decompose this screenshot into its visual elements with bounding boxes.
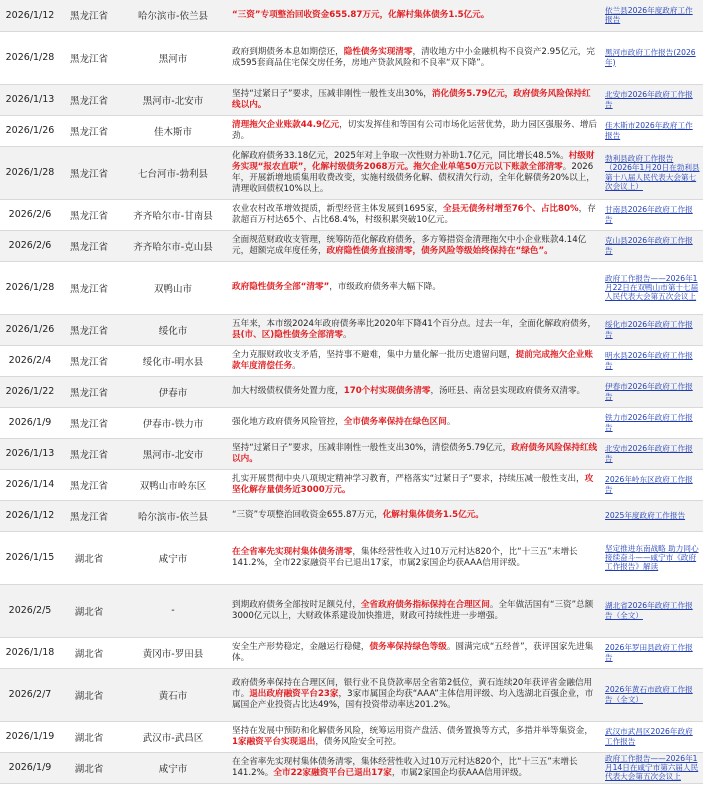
date-cell: 2026/2/4 [0, 345, 60, 376]
province-cell: 黑龙江省 [60, 438, 118, 469]
highlight-text: 全市债务率保持在绿色区间 [343, 417, 447, 427]
content-text: 强化地方政府债务风险管控， [232, 417, 344, 427]
province-cell: 黑龙江省 [60, 345, 118, 376]
content-text: 。圆满完成“五经普”，获评国家先进集体。 [232, 641, 594, 663]
source-link[interactable]: 政府工作报告——2026年1月14日在咸宁市第六届人民代表大会第五次会议上 [602, 752, 703, 783]
source-link[interactable]: 佳木斯市2026年政府工作报告 [602, 115, 703, 146]
content-cell [228, 345, 602, 376]
date-cell: 2026/1/13 [0, 84, 60, 115]
source-link[interactable]: 克山县2026年政府工作报告 [602, 230, 703, 261]
content-cell [228, 261, 602, 314]
city-cell: 绥化市 [118, 314, 228, 345]
highlight-text: 1家融资平台实现退出 [232, 736, 316, 747]
highlight-text: 全县无债务村增至76个、占比80% [442, 203, 579, 214]
highlight-text: 政府隐性债务直接清零，债务风险等级始终保持在“绿色”。 [326, 245, 553, 256]
date-cell: 2026/1/28 [0, 261, 60, 314]
content-text: “三资”专项整治回收资金655.87万元， [232, 510, 383, 520]
source-link[interactable]: 武汉市武昌区2026年政府工作报告 [602, 721, 703, 752]
city-cell: - [118, 584, 228, 637]
table-row [0, 407, 703, 438]
table-row [0, 115, 703, 146]
highlight-text: 在全省率先实现村集体债务清零 [232, 546, 353, 557]
province-cell: 湖北省 [60, 752, 118, 783]
content-text: 五年来，本市级2024年政府债务率比2020年下降41个百分点。过去一年，全面化解政府债务， [232, 318, 597, 329]
content-text: 。 [446, 417, 456, 427]
content-text: 到期政府债务全部按时足额兑付， [232, 599, 361, 610]
date-cell: 2026/1/26 [0, 314, 60, 345]
date-cell: 2026/1/9 [0, 407, 60, 438]
source-link[interactable]: 2026年岭东区政府工作报告 [602, 469, 703, 500]
content-text: 在全省率先实现村集体债务清零，集体经营性收入过10万元村达820个，比“十三五”末增长141.2%。 [232, 756, 578, 778]
source-link[interactable]: 北安市2026年政府工作报告 [602, 84, 703, 115]
content-text: 坚持在发展中预防和化解债务风险，统筹运用资产盘活、债务置换等方式，多措并举等集资金， [232, 725, 593, 736]
content-text: 坚持“过紧日子”要求，压减非刚性一般性支出30%，清偿债务5.79亿元， [232, 442, 512, 453]
content-cell [228, 31, 602, 84]
content-text: 全力克服财政收支矛盾，坚持事不避难，集中力量化解一批历史遗留问题， [232, 349, 516, 360]
highlight-text: 提前完成拖欠企业账款年度清偿任务 [232, 349, 593, 371]
city-cell: 黄石市 [118, 668, 228, 721]
date-cell: 2026/1/12 [0, 0, 60, 31]
province-cell: 黑龙江省 [60, 261, 118, 314]
city-cell: 双鸭山市 [118, 261, 228, 314]
date-cell: 2026/2/6 [0, 230, 60, 261]
city-cell: 佳木斯市 [118, 115, 228, 146]
table-row [0, 668, 703, 721]
content-text: ，市级政府债务率大幅下降。 [329, 282, 441, 292]
content-text: 坚持“过紧日子”要求，压减非刚性一般性支出30%， [232, 88, 432, 99]
content-cell [228, 115, 602, 146]
content-text: ，集体经营性收入过10万元村达820个，比“十三五”末增长141.2%，全市22家融资平台已退出17家，市属2家国企均获AAA信用评级。 [232, 546, 578, 568]
source-link[interactable]: 伊春市2026年政府工作报告 [602, 376, 703, 407]
city-cell: 七台河市-勃利县 [118, 146, 228, 199]
source-link[interactable]: 2025年度政府工作报告 [602, 500, 703, 531]
content-cell [228, 438, 602, 469]
content-cell [228, 721, 602, 752]
city-cell: 哈尔滨市-依兰县 [118, 0, 228, 31]
province-cell: 湖北省 [60, 668, 118, 721]
table-row [0, 584, 703, 637]
province-cell: 黑龙江省 [60, 84, 118, 115]
table-row [0, 230, 703, 261]
content-text: ，3家市属国企均获“AAA”主体信用评级、均入选湖北百强企业，市属国企产业投资占比达49%，国有投资带动率达201.2%。 [232, 689, 594, 710]
highlight-text: 170个村实现债务清零 [343, 386, 431, 396]
city-cell: 绥化市-明水县 [118, 345, 228, 376]
date-cell: 2026/2/7 [0, 668, 60, 721]
content-text: 加大村级债权债务处置力度， [232, 386, 344, 396]
date-cell: 2026/1/12 [0, 500, 60, 531]
table-row [0, 345, 703, 376]
table-row [0, 314, 703, 345]
highlight-text: 化解村集体债务1.5亿元。 [382, 510, 484, 520]
highlight-text: 村级财务实现“报农直联”，化解村级债务2068万元。拖欠企业单笔50万元以下账款全部清零 [232, 150, 595, 172]
table-row [0, 31, 703, 84]
content-text: 。2026年，开展新增地质集用收费改变，实施村级债务化解、债权清欠行动，全年化解债务20%以上，清理收回债权10%以上。 [232, 161, 595, 194]
highlight-text: 政府债务风险保持红线以内。 [232, 442, 598, 464]
content-text: 。 [292, 360, 301, 371]
date-cell: 2026/1/19 [0, 721, 60, 752]
province-cell: 黑龙江省 [60, 31, 118, 84]
table-row [0, 199, 703, 230]
table-row [0, 438, 703, 469]
content-cell [228, 584, 602, 637]
source-link[interactable]: 依兰县2026年度政府工作报告 [602, 0, 703, 31]
city-cell: 伊春市-铁力市 [118, 407, 228, 438]
source-link[interactable]: 2026年黄石市政府工作报告（全文） [602, 668, 703, 721]
table-row [0, 721, 703, 752]
content-cell [228, 668, 602, 721]
date-cell: 2026/1/15 [0, 531, 60, 584]
highlight-text: 全市22家融资平台已退出17家 [273, 767, 392, 778]
source-link[interactable]: 甘南县2026年政府工作报告 [602, 199, 703, 230]
province-cell: 黑龙江省 [60, 376, 118, 407]
table-row [0, 376, 703, 407]
date-cell: 2026/1/28 [0, 31, 60, 84]
content-cell [228, 469, 602, 500]
content-text: ，切实发挥佳和等国有公司市场化运营优势，助力园区强服务、增后劲。 [232, 119, 597, 141]
table-row [0, 0, 703, 31]
city-cell: 黑河市-北安市 [118, 438, 228, 469]
highlight-text: 债务率保持绿色等级 [369, 641, 447, 652]
date-cell: 2026/1/9 [0, 752, 60, 783]
content-text: 全面规范财政收支管理，统筹防范化解政府债务，多方筹措资金清理拖欠中小企业账款4.14亿元，超额完成年度任务， [232, 234, 587, 256]
date-cell: 2026/1/22 [0, 376, 60, 407]
content-text: 。全年做活国有“三资”总额3000亿元以上，大财政体系建设加快推进，财政可持续性进一步增强。 [232, 599, 594, 621]
city-cell: 咸宁市 [118, 531, 228, 584]
content-text: ，清收地方中小金融机构不良资产2.95亿元，完成595套商品住宅保交房任务，房地产贷款风险和不良率“双下降”。 [232, 46, 595, 68]
source-link[interactable]: 政府工作报告——2026年1月22日在双鸭山市第十七届人民代表大会第五次会议上 [602, 261, 703, 314]
date-cell: 2026/1/13 [0, 438, 60, 469]
content-cell [228, 230, 602, 261]
content-text: ，债务风险安全可控。 [315, 736, 402, 747]
table-row [0, 500, 703, 531]
content-cell [228, 531, 602, 584]
city-cell: 武汉市-武昌区 [118, 721, 228, 752]
province-cell: 黑龙江省 [60, 199, 118, 230]
content-cell [228, 500, 602, 531]
content-text: 扎实开展贯彻中央八项规定精神学习教育，严格落实“过紧日子”要求，持续压减一般性支出， [232, 473, 585, 484]
content-cell [228, 407, 602, 438]
content-text: 安全生产形势稳定，金融运行稳健， [232, 641, 370, 652]
province-cell: 黑龙江省 [60, 500, 118, 531]
content-text: 政府债务率保持在合理区间，银行业不良贷款率居全省第2低位，黄石连续20年获评省金融信用市。 [232, 678, 593, 699]
province-cell: 黑龙江省 [60, 115, 118, 146]
highlight-text: 县(市、区)隐性债务全部清零 [232, 329, 343, 340]
source-link[interactable]: 黑河市政府工作报告(2026年) [602, 31, 703, 84]
province-cell: 黑龙江省 [60, 230, 118, 261]
city-cell: 黑河市 [118, 31, 228, 84]
date-cell: 2026/2/5 [0, 584, 60, 637]
city-cell: 黄冈市-罗田县 [118, 637, 228, 668]
date-cell: 2026/1/28 [0, 146, 60, 199]
highlight-text: 隐性债务实现清零 [343, 46, 413, 57]
content-cell [228, 146, 602, 199]
province-cell: 湖北省 [60, 531, 118, 584]
province-cell: 黑龙江省 [60, 469, 118, 500]
highlight-text: 攻坚化解存量债务近3000万元。 [232, 473, 594, 495]
source-link[interactable]: 绥化市2026年政府工作报告 [602, 314, 703, 345]
highlight-text: 政府隐性债务全部“清零” [232, 282, 330, 292]
source-link[interactable]: 坚定推进东南战略 助力同心接续奋斗——咸宁市《政府工作报告》解读 [602, 531, 703, 584]
content-cell [228, 637, 602, 668]
province-cell: 黑龙江省 [60, 407, 118, 438]
city-cell: 伊春市 [118, 376, 228, 407]
highlight-text: 退出政府融资平台23家 [249, 689, 339, 699]
source-link[interactable]: 铁力市2026年政府工作报告 [602, 407, 703, 438]
table-row [0, 752, 703, 783]
content-text: 农业农村改革增效提质，新型经营主体发展到1695家， [232, 203, 443, 214]
highlight-text: 清理拖欠企业账款44.9亿元 [232, 119, 340, 130]
province-cell: 湖北省 [60, 637, 118, 668]
city-cell: 黑河市-北安市 [118, 84, 228, 115]
content-text: 。 [342, 329, 352, 340]
source-link[interactable]: 湖北省2026年政府工作报告（全文） [602, 584, 703, 637]
content-text: 化解政府债务33.18亿元，2025年对上争取一次性财力补助1.7亿元，同比增长48.5%。 [232, 150, 569, 161]
date-cell: 2026/1/14 [0, 469, 60, 500]
content-text: ，存款超百万村达65个、占比68.4%，村级积累突破10亿元。 [232, 203, 596, 225]
content-text: ，市属2家国企均获AAA信用评级。 [391, 767, 528, 778]
city-cell: 双鸭山市岭东区 [118, 469, 228, 500]
table-row [0, 531, 703, 584]
city-cell: 咸宁市 [118, 752, 228, 783]
highlight-text: 全省政府债务指标保持在合理区间 [360, 599, 490, 610]
content-cell [228, 0, 602, 31]
city-cell: 哈尔滨市-依兰县 [118, 500, 228, 531]
highlight-text: “三资”专项整治回收资金655.87万元，化解村集体债务1.5亿元。 [232, 9, 490, 20]
date-cell: 2026/1/18 [0, 637, 60, 668]
table-row [0, 637, 703, 668]
province-cell: 湖北省 [60, 584, 118, 637]
city-cell: 齐齐哈尔市-甘南县 [118, 199, 228, 230]
table-row [0, 469, 703, 500]
content-cell [228, 376, 602, 407]
content-text: 政府到期债务本息如期偿还， [232, 46, 344, 57]
source-link[interactable]: 北安市2026年政府工作报告 [602, 438, 703, 469]
province-cell: 黑龙江省 [60, 146, 118, 199]
province-cell: 黑龙江省 [60, 314, 118, 345]
highlight-text: 消化债务5.79亿元，政府债务风险保持红线以内。 [232, 88, 591, 110]
province-cell: 黑龙江省 [60, 0, 118, 31]
city-cell: 齐齐哈尔市-克山县 [118, 230, 228, 261]
source-link[interactable]: 2026年罗田县政府工作报告 [602, 637, 703, 668]
content-cell [228, 199, 602, 230]
date-cell: 2026/1/26 [0, 115, 60, 146]
content-cell [228, 84, 602, 115]
content-cell [228, 752, 602, 783]
table-row [0, 84, 703, 115]
date-cell: 2026/2/6 [0, 199, 60, 230]
content-cell [228, 314, 602, 345]
source-link[interactable]: 明水县2026年政府工作报告 [602, 345, 703, 376]
province-cell: 湖北省 [60, 721, 118, 752]
source-link[interactable]: 勃利县政府工作报告（2026年1月20日在勃利县第十八届人民代表大会第七次会议上） [602, 146, 703, 199]
table-row [0, 261, 703, 314]
content-text: ，汤旺县、南岔县实现政府债务双清零。 [430, 386, 586, 396]
table-row [0, 146, 703, 199]
